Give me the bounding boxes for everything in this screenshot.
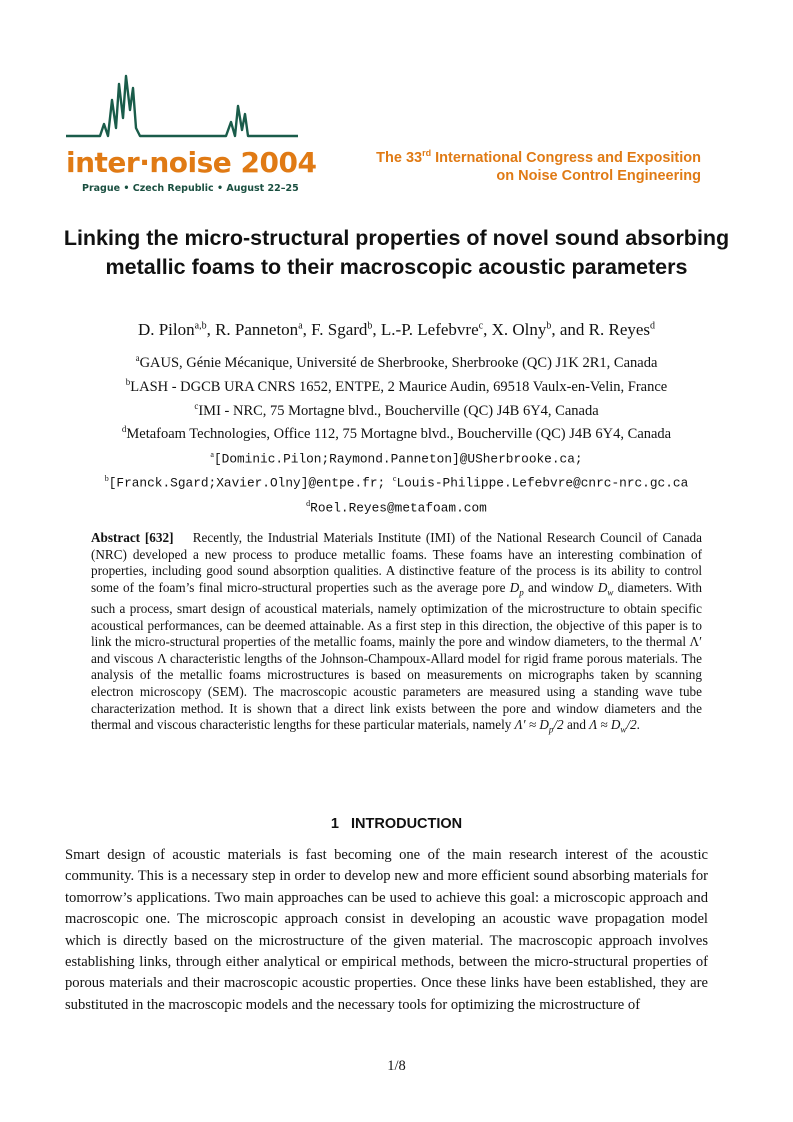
- affiliation: $^c$IMI - NRC, 75 Mortagne blvd., Boucherville (QC) J4B 6Y4, Canada: [194, 400, 599, 419]
- congress-line-1: The 33rd International Congress and Exposition: [376, 148, 701, 166]
- author: D. Pilon$^{a,b}$,: [137, 319, 216, 339]
- page-number: 1/8: [387, 1058, 406, 1074]
- author-list: [40, 315, 753, 341]
- logo-subtitle: Prague • Czech Republic • August 22–25: [82, 183, 299, 194]
- paper-title: Linking the micro-structural properties of novel sound absorbing metallic foams to their macroscopic acoustic parameters: [63, 226, 730, 279]
- author: F. Sgard$^b$,: [311, 319, 381, 339]
- author: X. Olny$^b$, and: [491, 319, 589, 339]
- email-line: $^b$[Franck.Sgard;Xavier.Olny]@entpe.fr; $^c$Louis-Philippe.Lefebvre@cnrc-nrc.gc.ca: [104, 474, 689, 491]
- conference-logo: [66, 70, 317, 198]
- author: L.-P. Lefebvre$^c$,: [380, 319, 492, 339]
- email-link[interactable]: Louis-Philippe.Lefebvre@cnrc-nrc.gc.ca: [396, 475, 689, 491]
- email-link[interactable]: [Dominic.Pilon;Raymond.Panneton]@USherbrooke.ca;: [213, 451, 583, 467]
- section-heading: 1 INTRODUCTION: [330, 816, 463, 832]
- introduction-paragraph: Smart design of acoustic materials is fast becoming one of the main research interest of the acoustic community. This is a necessary step in order to develop new and more efficient sound absorbing materials for tomorrow’s applications. Two main approaches can be used to achieve this goal: a microscopic approach and macroscopic one. The microscopic approach consist in developing an acoustic wave propagation model which is directly based on the microstructure of the given material. The macroscopic approach involves establishing links, through either analytical or empirical methods, between the micro-structural properties of porous materials and their macroscopic acoustic properties. Once these links have been established, they are substituted in the macroscopic models and the necessary tools for optimizing the microstructure of: [65, 847, 708, 1013]
- affiliation: $^d$Metafoam Technologies, Office 112, 75 Mortagne blvd., Boucherville (QC) J4B 6Y4, Canada: [121, 424, 672, 443]
- email-line: $^d$Roel.Reyes@metafoam.com: [306, 498, 487, 515]
- affiliations: [40, 349, 753, 444]
- author: R. Panneton$^a$,: [215, 319, 312, 339]
- abstract-label: Abstract [632]: [91, 530, 174, 545]
- email-link[interactable]: Roel.Reyes@metafoam.com: [310, 499, 487, 515]
- email-link[interactable]: [Franck.Sgard;Xavier.Olny]@entpe.fr;: [108, 475, 386, 491]
- email-addresses: [40, 445, 753, 518]
- congress-heading: [376, 144, 701, 185]
- waveform-graphic: [66, 70, 298, 150]
- congress-line-2: on Noise Control Engineering: [496, 167, 701, 184]
- logo-wordmark: inter·noise 2004: [66, 146, 317, 179]
- abstract: Abstract [632] Recently, the Industrial Materials Institute (IMI) of the National Research Council of Canada (NRC) developed a new process to produce metallic foams. These foams have an interesting combination of properties, including good sound absorption qualities. A distinctive feature of the process is its ability to control some of the foam’s final micro-structural properties such as the average pore $D_p$ and window $D_w$ diameters. With such a process, smart design of acoustical materials, namely optimization of the microstructure to obtain specific acoustical performances, can be deemed attainable. As a first step in this direction, the objective of this paper is to link the micro-structural properties of the metallic foams, mainly the pore and window diameters, to the thermal Λ′ and viscous Λ characteristic lengths of the Johnson-Champoux-Allard model for rigid frame porous materials. The analysis of the metallic foams microstructures is based on measurements on micrographs taken by scanning electron microscopy (SEM). The macroscopic acoustic parameters are measured using a standing wave tube characterization method. It is shown that a direct link exists between the pore and window diameters and the thermal and viscous characteristic lengths for these particular materials, namely $\Lambda' \approx D_p/2$ and $\Lambda \approx D_w/2$.: [91, 530, 703, 735]
- affiliation: $^b$LASH - DGCB URA CNRS 1652, ENTPE, 2 Maurice Audin, 69518 Vaulx-en-Velin, France: [125, 376, 668, 395]
- affiliation: $^a$GAUS, Génie Mécanique, Université de Sherbrooke, Sherbrooke (QC) J1K 2R1, Canada: [135, 353, 658, 371]
- author: R. Reyes$^d$: [588, 319, 656, 339]
- email-line: $^a$[Dominic.Pilon;Raymond.Panneton]@USherbrooke.ca;: [210, 450, 583, 467]
